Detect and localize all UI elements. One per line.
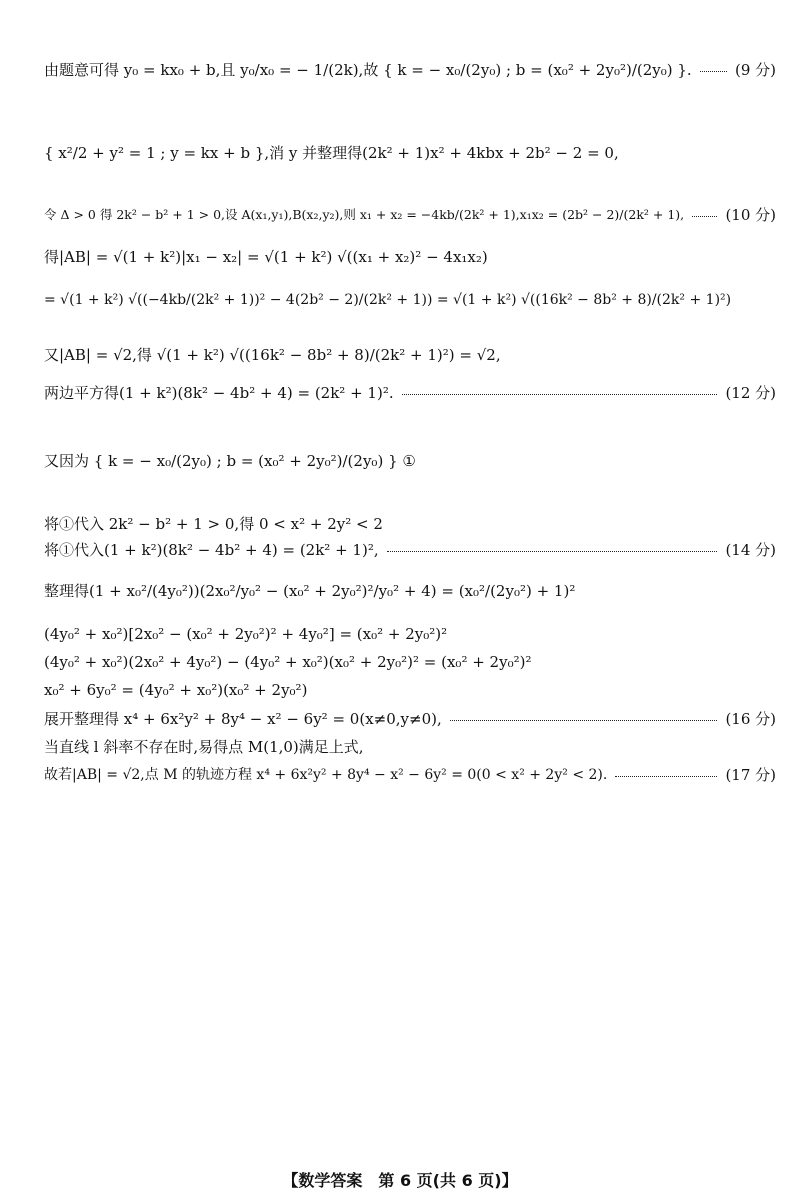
solution-line-8: [44, 414, 776, 506]
dot-leader: [615, 776, 717, 777]
line-text: (4y₀² + x₀²)(2x₀² + 4y₀²) − (4y₀² + x₀²)(x₀² + 2y₀²)² = (x₀² + 2y₀²)²: [44, 653, 532, 671]
line-text: 又因为 { k = − x₀/(2y₀) ; b = (x₀² + 2y₀²)/(2y₀) } ①: [44, 451, 416, 470]
score-label: (10 分): [725, 205, 776, 224]
line-text: 故若|AB| = √2,点 M 的轨迹方程 x⁴ + 6x²y² + 8y⁴ − x² − 6y² = 0(0 < x² + 2y² < 2).: [44, 767, 608, 783]
line-text: 两边平方得(1 + k²)(8k² − 4b² + 4) = (2k² + 1)².: [44, 383, 394, 402]
solution-line-10: [44, 536, 776, 562]
score-label: (16 分): [725, 709, 776, 728]
solution-line-7: [44, 378, 776, 406]
solution-line-11: [44, 566, 776, 614]
score-label: (17 分): [725, 765, 776, 784]
solution-line-9: [44, 510, 776, 536]
score-label: (9 分): [734, 60, 776, 79]
line-text: 展开整理得 x⁴ + 6x²y² + 8y⁴ − x² − 6y² = 0(x≠0,y≠0),: [44, 709, 442, 728]
score-label: (12 分): [725, 383, 776, 402]
line-text: 得|AB| = √(1 + k²)|x₁ − x₂| = √(1 + k²) √((x₁ + x₂)² − 4x₁x₂): [44, 247, 488, 266]
solution-line-4: [44, 242, 776, 270]
solution-line-1: [44, 22, 776, 116]
solution-line-16: [44, 732, 776, 760]
solution-line-13: [44, 648, 776, 676]
line-text: 又|AB| = √2,得 √(1 + k²) √((16k² − 8b² + 8)/(2k² + 1)²) = √2,: [44, 345, 501, 364]
dot-leader: [450, 720, 718, 721]
line-text: 将①代入 2k² − b² + 1 > 0,得 0 < x² + 2y² < 2: [44, 514, 383, 533]
dot-leader: [387, 551, 718, 552]
solution-line-6: [44, 334, 776, 374]
solution-line-14: [44, 676, 776, 704]
line-text: = √(1 + k²) √((−4kb/(2k² + 1))² − 4(2b² − 2)/(2k² + 1)) = √(1 + k²) √((16k² − 8b² + 8)/(2k² + 1)²): [44, 292, 732, 308]
solution-line-17: [44, 760, 776, 788]
line-text: x₀² + 6y₀² = (4y₀² + x₀²)(x₀² + 2y₀²): [44, 681, 308, 699]
solution-line-3: [44, 192, 776, 236]
solution-line-5: [44, 278, 776, 322]
page-footer: 【数学答案 第 6 页(共 6 页)】: [282, 1171, 518, 1190]
line-text: { x²/2 + y² = 1 ; y = kx + b },消 y 并整理得(2k² + 1)x² + 4kbx + 2b² − 2 = 0,: [44, 143, 619, 162]
dot-leader: [402, 394, 718, 395]
line-text: 将①代入(1 + k²)(8k² − 4b² + 4) = (2k² + 1)²,: [44, 540, 379, 559]
score-label: (14 分): [725, 540, 776, 559]
solution-line-15: [44, 704, 776, 732]
line-text: (4y₀² + x₀²)[2x₀² − (x₀² + 2y₀²)² + 4y₀²] = (x₀² + 2y₀²)²: [44, 625, 448, 643]
solution-line-2: [44, 120, 776, 184]
line-text: 令 Δ > 0 得 2k² − b² + 1 > 0,设 A(x₁,y₁),B(x₂,y₂),则 x₁ + x₂ = −4kb/(2k² + 1),x₁x₂ = (2b² − 2)/(2k² + 1),: [44, 207, 685, 222]
line-text: 由题意可得 y₀ = kx₀ + b,且 y₀/x₀ = − 1/(2k),故 { k = − x₀/(2y₀) ; b = (x₀² + 2y₀²)/(2y₀) }.: [44, 60, 692, 79]
dot-leader: [700, 71, 727, 72]
line-text: 当直线 l 斜率不存在时,易得点 M(1,0)满足上式,: [44, 737, 364, 756]
solution-line-12: [44, 620, 776, 648]
dot-leader: [692, 216, 717, 217]
line-text: 整理得(1 + x₀²/(4y₀²))(2x₀²/y₀² − (x₀² + 2y₀²)²/y₀² + 4) = (x₀²/(2y₀²) + 1)²: [44, 581, 576, 600]
